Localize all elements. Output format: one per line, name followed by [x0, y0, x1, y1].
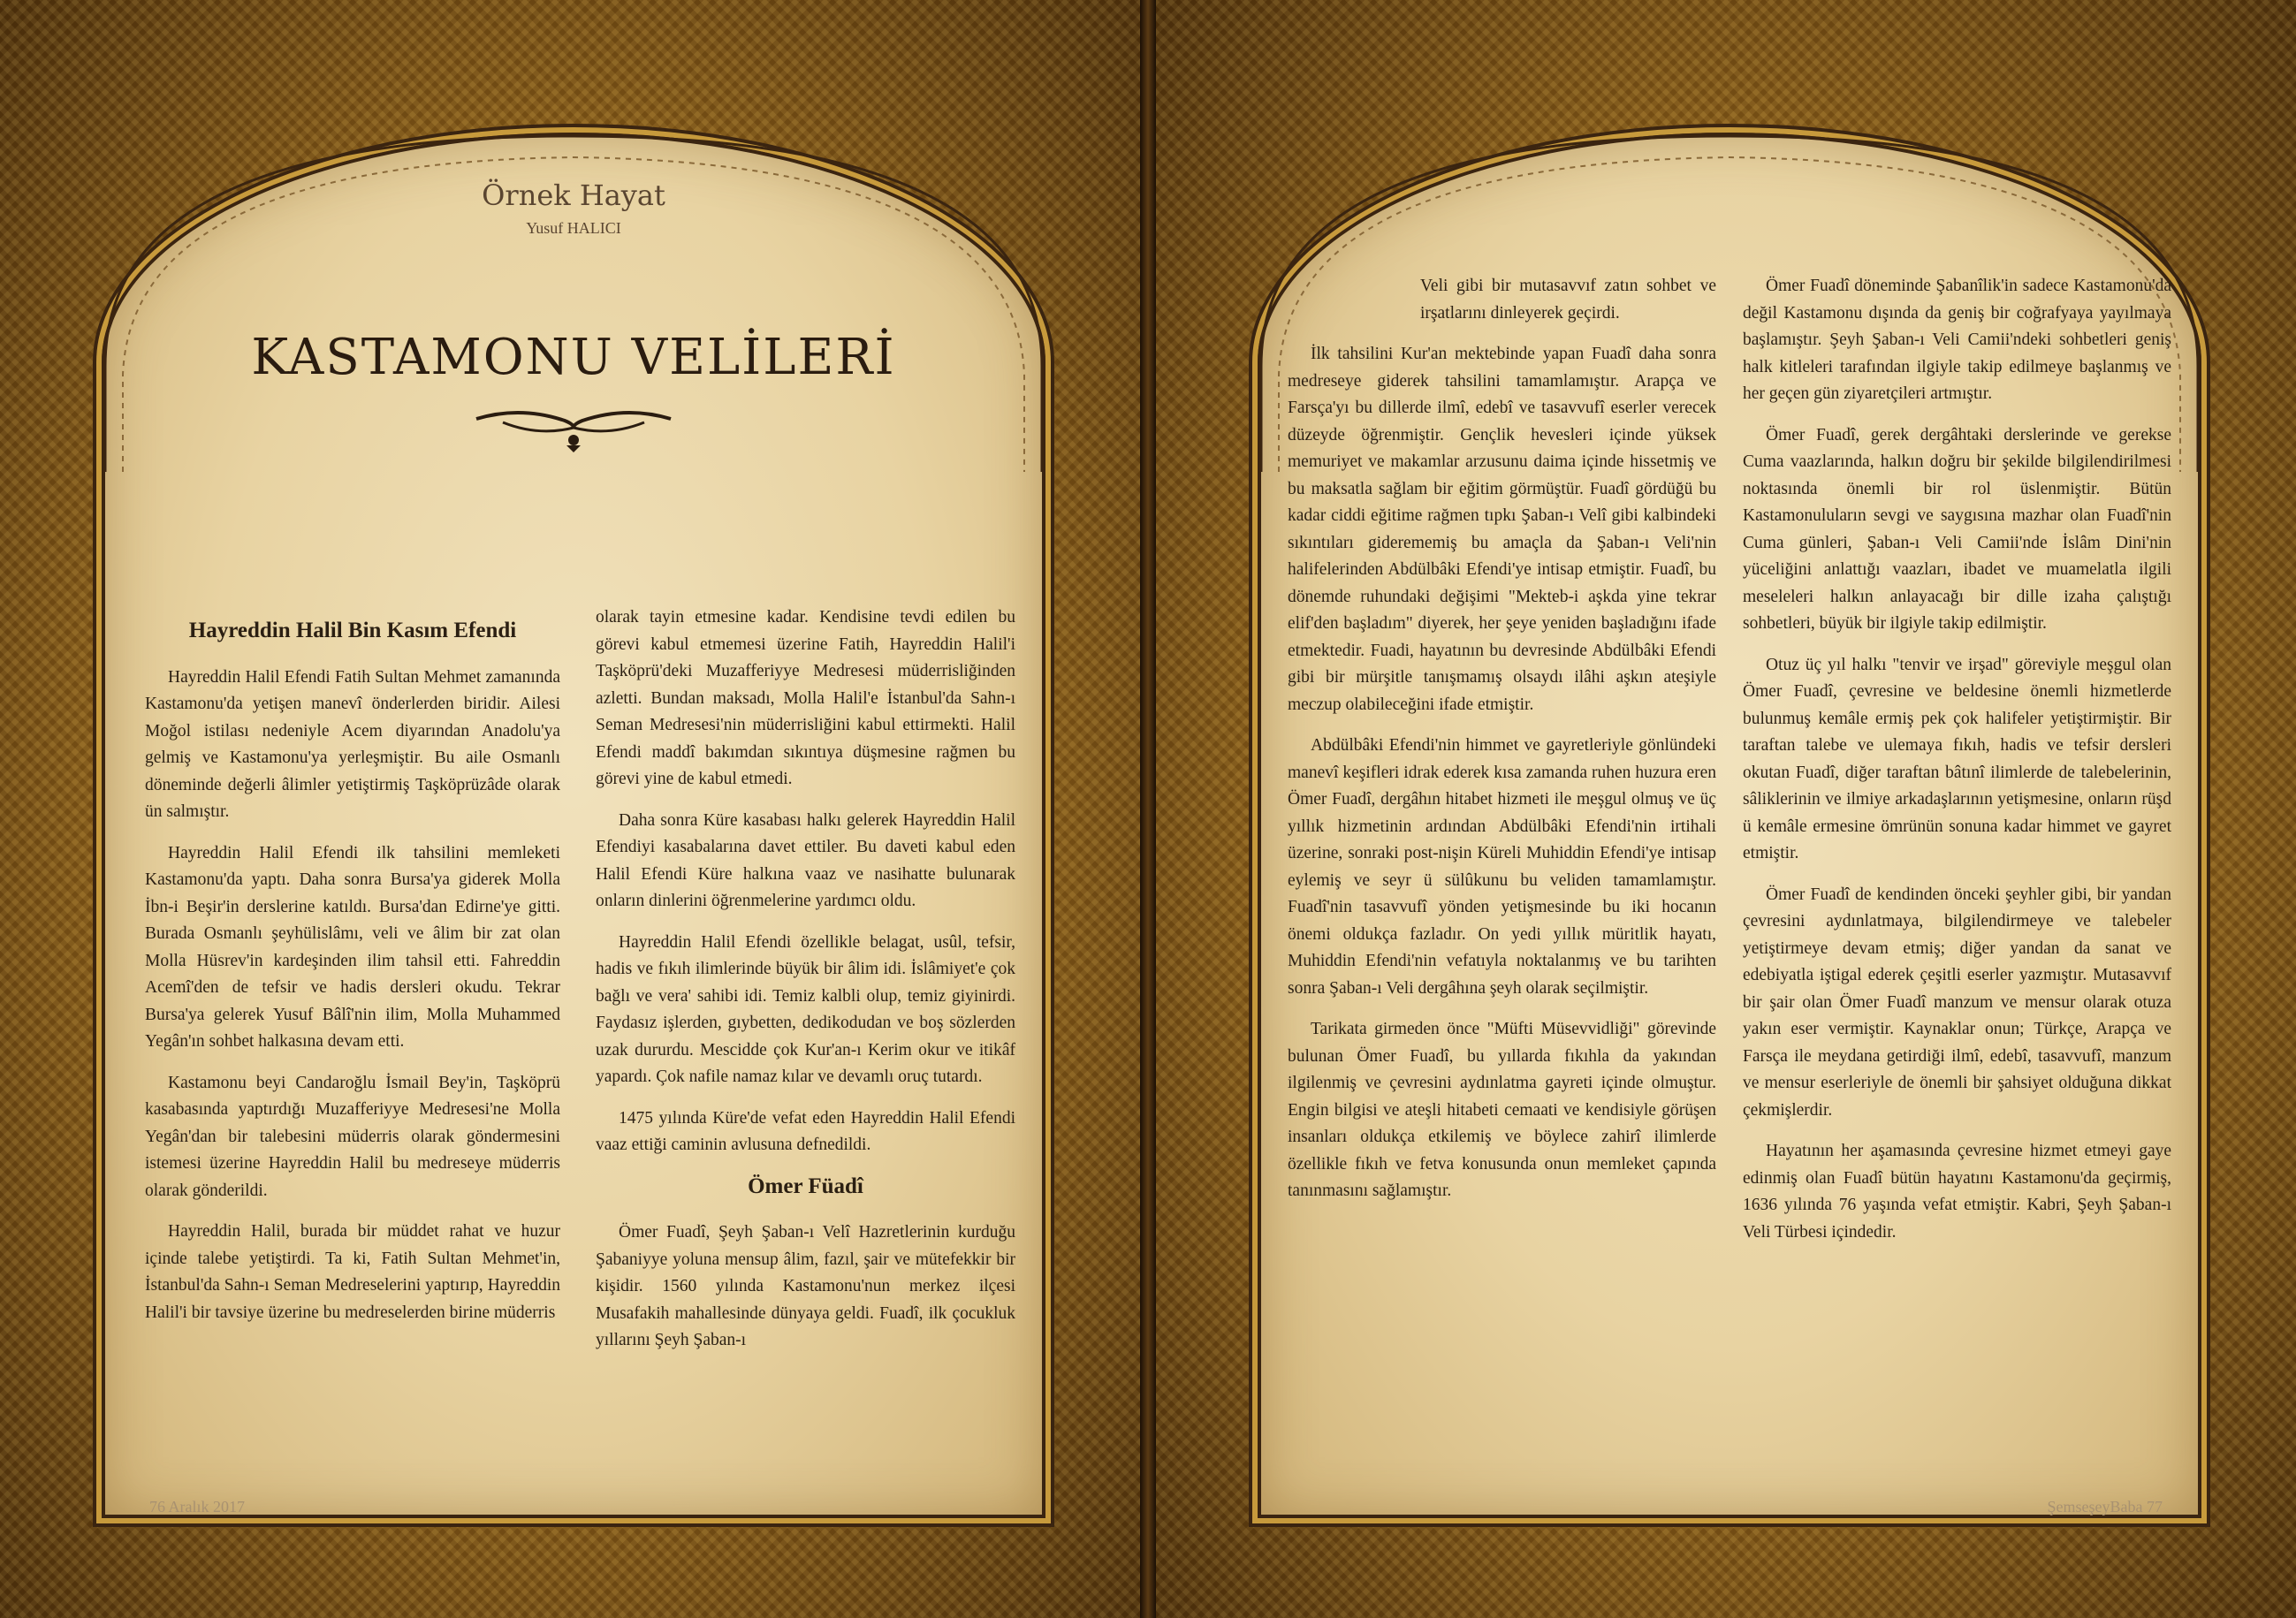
left-column-1 — [145, 618, 560, 1341]
page-folio: 76 Aralık 2017 — [149, 1498, 245, 1515]
paragraph: Ömer Fuadî de kendinden önceki şeyhler gibi, bir yandan çevresini aydınlatmaya, bilgilendirmeye ve talebeler yetiştirmeye devam etmiş; diğer yandan da sanat ve edebiyatla iştigal ederek çeşitli eserler yazmıştır. Mutasavvıf bir şair olan Ömer Fuadî manzum ve mensur olarak otuza yakın eser vermiştir. Kaynaklar onun; Türkçe, Arapça ve Farsça ile meydana getirdiği ilmî, edebî, tasavvufî, manzum ve mensur eserleriyle de önemli bir şahsiyet olduğuna dikkat çekmişlerdir. — [1743, 885, 2171, 1120]
left-page — [0, 0, 1140, 1618]
paragraph: Otuz üç yıl halkı "tenvir ve irşad" göreviyle meşgul olan Ömer Fuadî, çevresine ve beldesine önemli hizmetlerde bulunmuş kemâle ermiş pek çok halifeler yetiştirmiştir. Bir taraftan talebe ve ulemaya fıkıh, hadis ve tefsir dersleri okutan Fuadî, diğer taraftan bâtınî ilimlerde de talebelerinin, sâliklerinin ve ilmiye arkadaşlarının yetişmesine, onların rüşd ü kemâle ermesine ömrünün sonuna kadar himmet ve gayret etmiştir. — [1743, 655, 2171, 862]
paragraph: Abdülbâki Efendi'nin himmet ve gayretleriyle gönlündeki manevî keşifleri idrak ederek kısa zamanda ruhen huzura eren Ömer Fuadî, dergâhın hitabet hizmeti ile meşgul olmuş ve üç yıllık hizmetinin ardından Abdülbâki Efendi'nin irtihali üzerine, sonraki post-nişin Küreli Muhiddin Efendi'ye intisap eylemiş ve seyr ü sülûkunu bu veliden tamamlamıştır. Fuadî'nin tasavvufî yönden yetişmesinde bu iki hocanın önemi oldukça fazladır. On yedi yıllık müritlik hayatı, Muhiddin Efendi'nin vefatıyla noktalanmış ve bu tarihten sonra Şaban-ı Veli dergâhına şeyh olarak seçilmiştir. — [1288, 736, 1716, 998]
paragraph: Daha sonra Küre kasabası halkı gelerek Hayreddin Halil Efendiyi kasabalarına davet ettiler. Bu daveti kabul eden Halil Efendi Küre halkına vaaz ve nasihatte bulunarak onların dinlerini öğrenmelerine yardımcı oldu. — [596, 810, 1015, 910]
paragraph: Hayreddin Halil Efendi Fatih Sultan Mehmet zamanında Kastamonu'da yetişen manevî önderlerden biridir. Ailesi Moğol istilası nedeniyle Acem diyarından Anadolu'ya gelmiş ve Kastamonu'ya yerleşmiştir. Bu aile Osmanlı döneminde değerli âlimler yetiştirmiş Taşköprüzâde olarak ün salmıştır. — [145, 667, 560, 821]
paragraph: Veli gibi bir mutasavvıf zatın sohbet ve irşatlarını dinleyerek geçirdi. — [1420, 277, 1716, 323]
title-divider-icon — [468, 401, 680, 454]
right-page — [1156, 0, 2296, 1618]
book-gutter — [1140, 0, 1156, 1618]
paragraph: 1475 yılında Küre'de vefat eden Hayreddin Halil Efendi vaaz ettiği caminin avlusuna defnedildi. — [596, 1108, 1015, 1154]
left-column-2 — [596, 604, 1015, 1369]
author-name: Yusuf HALICI — [526, 219, 621, 237]
paragraph: Ömer Fuadî döneminde Şabanîlik'in sadece Kastamonu'da değil Kastamonu dışında da geniş bir coğrafyaya yayılmaya başlamıştır. Şeyh Şaban-ı Veli Camii'ndeki sohbetleri geniş halk kitleleri tarafından ilgiyle takip edilmeye başlanmış ve her geçen gün ziyaretçileri artmıştır. — [1743, 277, 2171, 403]
section-heading-hayreddin: Hayreddin Halil Bin Kasım Efendi — [188, 619, 517, 642]
paragraph: Kastamonu beyi Candaroğlu İsmail Bey'in, Taşköprü kasabasında yaptırdığı Muzafferiyye Medresesi'ne Molla Yegân'dan bir talebesini müderris olarak göndermesini istemesi üzerine Hayreddin Halil bu medreseye müderris olarak gönderildi. — [145, 1073, 560, 1200]
paragraph: Ömer Fuadî, gerek dergâhtaki derslerinde ve gerekse Cuma vaazlarında, halkın doğru bir şekilde bilgilendirilmesi noktasında önemli bir rol üslenmiştir. Bütün Kastamonuluların sevgi ve saygısına mazhar olan Fuadî'nin Cuma günleri, Şaban-ı Veli Camii'nde İslâm Dini'nin yüceliğini anlattığı vaazları, ibadet ve muamelatla ilgili meseleleri halkın anlayacağı bir dille izaha çalıştığı sohbetleri, büyük bir ilgiyle takip edilmiştir. — [1743, 425, 2171, 633]
paragraph: Hayreddin Halil Efendi özellikle belagat, usûl, tefsir, hadis ve fıkıh ilimlerinde büyük bir âlim idi. İslâmiyet'e çok bağlı ve vera' sahibi idi. Temiz kalbli olup, temiz giyinirdi. Faydasız işlerden, gıybetten, dedikodudan ve boş sözlerden uzak dururdu. Mescidde çok Kur'an-ı Kerim okur ve itikâf yapardı. Çok nafile namaz kılar ve devamlı oruç tutardı. — [596, 932, 1015, 1086]
page-folio: ŞemseşeyBaba 77 — [2047, 1498, 2163, 1515]
paragraph: olarak tayin etmesine kadar. Kendisine tevdi edilen bu görevi kabul etmemesi üzerine Fatih, Hayreddin Halil'i Taşköprü'deki Muzafferiyye Medresesi müderrisliğinden azletti. Bundan maksadı, Molla Halil'e İstanbul'da Sahn-ı Seman Medresesi'nin müderrisliğini kabul ettirmekti. Halil Efendi maddî bakımdan sıkıntıya düşmesine rağmen bu görevi yine de kabul etmedi. — [596, 608, 1015, 788]
right-column-1 — [1288, 273, 1716, 1219]
paragraph: Ömer Fuadî, Şeyh Şaban-ı Velî Hazretlerinin kurduğu Şabaniyye yoluna mensup âlim, fazıl, şair ve mütefekkir bir kişidir. 1560 yılında Kastamonu'nun merkez ilçesi Musafakih mahallesinde dünyaya geldi. Fuadî, ilk çocukluk yıllarını Şeyh Şaban-ı — [596, 1223, 1015, 1349]
paragraph: Hayatının her aşamasında çevresine hizmet etmeyi gaye edinmiş olan Fuadî bütün hayatını Kastamonu'da geçirmiş, 1636 yılında 76 yaşında vefat etmiştir. Kabri, Şeyh Şaban-ı Veli Türbesi içindedir. — [1743, 1142, 2171, 1242]
article-title: KASTAMONU VELİLERİ — [251, 329, 896, 386]
right-column-2 — [1743, 273, 2171, 1260]
paragraph: İlk tahsilini Kur'an mektebinde yapan Fuadî daha sonra medreseye giderek tahsilini tamamlamıştır. Arapça ve Farsça'yı bu dillerde ilmî, edebî ve tasavvufî eserler verecek düzeyde öğrenmiştir. Gençlik hevesleri içinde yüksek memuriyet ve makamlar arzusunu daima içinde hissetmiş ve bu maksatla sağlam bir eğitim görmüştür. Fuadî gördüğü bu kadar ciddi eğitime rağmen tıpkı Şaban-ı Velî gibi kalbindeki sıkıntıları giderememiş bu amaçla da Şaban-ı Veli'nin halifelerinden Abdülbâki Efendi'ye intisap etmiştir. Fuadî, bu dönemde ruhundaki değişimi "Mekteb-i aşkda yine tekrar elif'den başladım" diyerek, her şeye yeniden başladığını ifade etmektedir. Fuadi, hayatının bu devresinde Abdülbâki Efendi gibi bir mürşitle tanışmamış olsaydı ilâhi aşkın ateşiyle meczup olabileceğini ifade etmiştir. — [1288, 345, 1716, 714]
section-heading-omer-fuadi: Ömer Füadî — [748, 1174, 863, 1198]
section-kicker: Örnek Hayat — [482, 179, 665, 212]
paragraph: Tarikata girmeden önce "Müfti Müsevvidliği" görevinde bulunan Ömer Fuadî, bu yıllarda fıkıhla da yakından ilgilenmiş ve çevresini aydınlatma gayreti içinde olmuştur. Engin bilgisi ve ateşli hitabeti cemaati ve kendisiyle görüşen insanları oldukça etkilemiş ve böylece zahirî ilimlerde özellikle fıkıh ve fetva konusunda onun memleket çapında tanınmasını sağlamıştır. — [1288, 1020, 1716, 1200]
paragraph: Hayreddin Halil, burada bir müddet rahat ve huzur içinde talebe yetiştirdi. Ta ki, Fatih Sultan Mehmet'in, İstanbul'da Sahn-ı Seman Medreselerini yaptırıp, Hayreddin Halil'i bir tavsiye üzerine bu medreselerden birine müderris — [145, 1222, 560, 1322]
right-text-panel — [1258, 133, 2201, 1518]
paragraph: Hayreddin Halil Efendi ilk tahsilini memleketi Kastamonu'da yaptı. Daha sonra Bursa'ya giderek Molla İbn-i Beşir'in derslerine katıldı. Bursa'dan Edirne'ye gitti. Burada Osmanlı şeyhülislâmı, veli ve âlim bir zat olan Molla Hüsrev'in kardeşinden ilim tahsil etti. Fahreddin Acemî'den de tefsir ve hadis dersleri okudu. Tekrar Bursa'ya gelerek Yusuf Bâlî'nin ilim, Molla Muhammed Yegân'ın sohbet halkasına devam etti. — [145, 843, 560, 1051]
left-text-panel — [102, 133, 1045, 1518]
